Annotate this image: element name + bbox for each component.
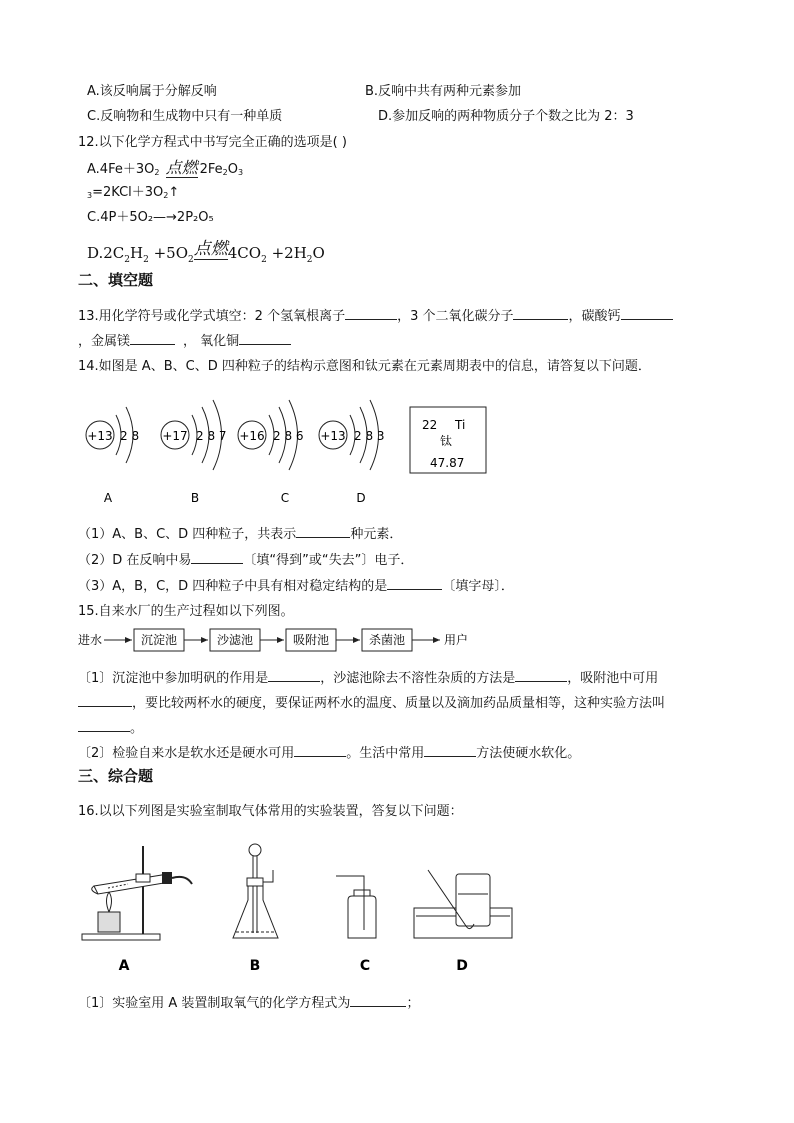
q11-option-a: A.该反响属于分解反响 [87,84,217,99]
q13-text-3: ，碳酸钙 [568,309,621,324]
q14-stem: 14.如图是 A、B、C、D 四种粒子的结构示意图和钛元素在元素周期表中的信息，请答复以下问题． [78,359,651,374]
q14-sub1 [78,523,402,542]
q15-sub2-text-a: 〔2〕检验自来水是软水还是硬水可用 [78,746,295,761]
q13-blank-4[interactable] [130,332,175,345]
q13-text-2: ，3 个二氧化碳分子 [397,309,514,324]
q13-blank-2[interactable] [513,307,568,320]
flow-sedimentation: 沉淀池 [140,633,178,647]
q15-sub1-text-c: ，吸附池中可用 [567,671,659,686]
apparatus-a-label: A [118,958,130,974]
atom-d-label: D [356,491,366,505]
q14-sub3-tail: 〔填字母〕． [442,579,514,594]
q16-sub1-text: 〔1〕实验室用 A 装置制取氧气的化学方程式为 [78,996,351,1011]
q15-sub1-text-e: 。 [130,721,144,736]
apparatus-b-label: B [249,958,261,974]
q15-sub1-line1 [78,667,658,686]
q12-d-left: D.2C [87,244,125,262]
q12-option-d: $D.2C_2H_2 +5O_2$点燃$4CO_2 +2H_2O$ [87,239,325,265]
q15-blank-3[interactable] [78,694,132,707]
element-mass: 47.87 [430,456,465,470]
atom-b-shells: 2 8 7 [196,429,227,443]
q13-blank-5[interactable] [239,332,291,345]
apparatus-d-label: D [456,958,468,974]
q15-stem: 15.自来水厂的生产过程如以下列图。 [78,604,294,619]
flow-disinfection: 杀菌池 [368,633,406,647]
q13-text-4: ，金属镁 [78,334,131,349]
q15-blank-6[interactable] [424,744,476,757]
q13-blank-3[interactable] [621,307,673,320]
q15-sub2 [78,742,580,761]
atom-structure-diagrams [80,385,500,510]
flow-adsorption: 吸附池 [292,633,330,647]
q14-sub2 [78,549,413,568]
atom-c-shells: 2 8 6 [273,429,304,443]
q13-text-5: ， 氧化铜 [183,334,240,349]
q13-line1 [78,305,673,324]
q15-sub1-line3 [78,717,143,736]
q13-line2 [78,330,291,349]
flow-end: 用户 [444,633,469,647]
apparatus-d [414,870,512,938]
element-symbol: Ti [455,418,466,432]
q15-sub1-line2 [78,692,665,711]
section-comprehensive-title: 三、综合题 [78,767,154,785]
q11-option-c: C.反响物和生成物中只有一种单质 [87,109,283,124]
q14-sub1-tail: 种元素． [350,527,403,542]
apparatus-a [82,846,192,940]
q15-sub2-text-b: 。生活中常用 [346,746,425,761]
atom-a-nucleus: +13 [87,429,113,443]
atom-d-shells: 2 8 3 [354,429,385,443]
flow-sand-filter: 沙滤池 [216,633,254,647]
q16-stem: 16.以以下列图是实验室制取气体常用的实验装置，答复以下问题： [78,804,463,819]
q13-text-1: 13.用化学符号或化学式填空：2 个氢氧根离子 [78,309,346,324]
q15-blank-2[interactable] [515,669,567,682]
apparatus-c [336,876,376,938]
q12-b-text: =2KCl＋3O [92,185,164,200]
q14-sub1-text: （1）A、B、C、D 四种粒子，共表示 [78,527,297,542]
q14-sub3-text: （3）A，B，C，D 四种粒子中具有相对稳定结构的是 [78,579,388,594]
apparatus-c-label: C [359,958,371,974]
atom-d-nucleus: +13 [320,429,346,443]
q15-blank-4[interactable] [78,719,130,732]
lab-apparatus-diagram [78,838,528,978]
q15-sub1-text-b: ，沙滤池除去不溶性杂质的方法是 [320,671,516,686]
q14-sub2-text: （2）D 在反响中易 [78,553,192,568]
q15-sub1-text-d: ，要比较两杯水的硬度，要保证两杯水的温度、质量以及滴加药品质量相等，这种实验方法叫 [132,696,666,711]
q14-sub3 [78,575,514,594]
q15-blank-1[interactable] [268,669,320,682]
q15-sub2-text-c: 方法使硬水软化。 [476,746,581,761]
q14-sub2-tail: 〔填“得到”或“失去”〕电子． [243,553,414,568]
atom-b-nucleus: +17 [162,429,188,443]
apparatus-b [233,844,278,938]
q16-sub1-tail: ； [406,996,420,1011]
titanium-element-card [410,407,486,473]
q15-sub1-text-a: 〔1〕沉淀池中参加明矾的作用是 [78,671,269,686]
element-number: 22 [422,418,438,432]
atom-c-label: C [280,491,290,505]
q12-a-condition: 点燃 [165,158,198,177]
q11-option-d: D.参加反响的两种物质分子个数之比为 2：3 [378,109,634,124]
atom-diagram-d [319,400,385,505]
atom-a-label: A [103,491,113,505]
atom-diagram-b [161,400,227,505]
q12-option-a: A.4Fe＋3O2 点燃 2Fe2O3 [87,158,244,177]
q12-option-b: 3=2KCl＋3O2↑ [87,185,180,200]
q15-blank-5[interactable] [294,744,346,757]
element-name: 钛 [440,434,453,448]
q12-a-right: 2Fe [199,162,223,177]
q12-stem: 12.以下化学方程式中书写完全正确的选项是( ) [78,135,347,150]
q12-d-condition: 点燃 [193,239,228,259]
atom-a-shells: 2 8 [120,429,140,443]
q16-blank-1[interactable] [350,994,406,1007]
q12-option-c: C.4P＋5O₂—→2P₂O₅ [87,210,214,225]
atom-diagram-a [86,407,139,505]
q14-blank-2[interactable] [191,551,243,564]
q12-a-left: A.4Fe＋3O [87,162,155,177]
atom-c-nucleus: +16 [239,429,265,443]
section-fill-in-title: 二、填空题 [78,271,154,289]
q14-blank-1[interactable] [296,525,350,538]
q16-sub1 [78,992,419,1011]
water-treatment-flowchart [78,624,498,656]
atom-b-label: B [190,491,200,505]
q13-blank-1[interactable] [345,307,397,320]
q14-blank-3[interactable] [387,577,442,590]
atom-diagram-c [238,400,304,505]
flow-start: 进水 [78,633,103,647]
q11-option-b: B.反响中共有两种元素参加 [365,84,522,99]
